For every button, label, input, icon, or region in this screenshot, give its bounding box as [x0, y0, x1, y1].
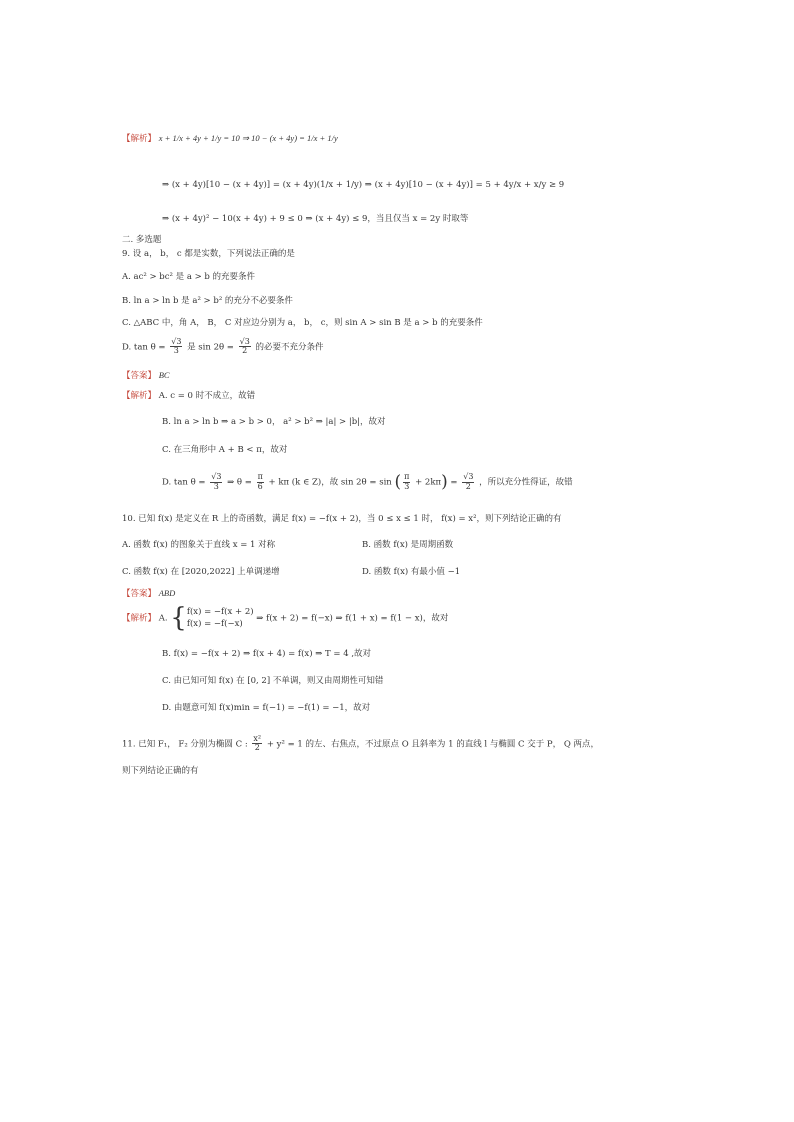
fraction: $\frac{√3}{3}$ [211, 472, 222, 491]
analysis-9-b: B. ln a > ln b ⇒ a > b > 0， a² > b² ⇒ |a| > |b|，故对 [162, 417, 386, 427]
analysis-label: 【解析】 [122, 613, 157, 624]
analysis-10-d: D. 由题意可知 f(x)min = f(−1) = −f(1) = −1，故对 [162, 703, 371, 713]
fraction: $\frac{\pi}{3}$ [404, 472, 410, 491]
fraction: $\frac{√3}{3}$ [171, 337, 182, 356]
analysis-10-b: B. f(x) = −f(x + 2) ⇒ f(x + 4) = f(x) ⇒ T = 4 ,故对 [162, 649, 372, 659]
analysis-8-line-2: ⇒ (x + 4y)[10 − (x + 4y)] = (x + 4y)(1/x + 1/y) ⇒ (x + 4y)[10 − (x + 4y)] = 5 + 4y/x + x/y ≥ 9 [162, 180, 565, 190]
analysis-9-a: 【解析】 A. c = 0 时不成立，故错 [122, 391, 256, 401]
question-11-stem: 11. 已知 F₁， F₂ 分别为椭圆 C : $\frac{\text{x²}}{2}$ + y² = 1 的左、右焦点，不过原点 O 且斜率为 1 的直线 l 与椭圆 C 交于 P， Q 两点， [122, 734, 600, 753]
question-10-option-b: B. 函数 f(x) 是周期函数 [362, 540, 454, 550]
question-11-stem-line-2: 则下列结论正确的有 [122, 766, 199, 776]
analysis-9-c: C. 在三角形中 A + B < π，故对 [162, 445, 288, 455]
analysis-label: 【解析】 [122, 391, 157, 401]
question-10-option-a: A. 函数 f(x) 的图象关于直线 x = 1 对称 [122, 540, 276, 550]
analysis-label: 【解析】 [122, 134, 157, 144]
answer-10: 【答案】 ABD [122, 588, 176, 599]
section-heading: 二. 多选题 [122, 235, 162, 245]
question-9-option-a: A. ac² > bc² 是 a > b 的充要条件 [122, 272, 256, 282]
answer-label: 【答案】 [122, 371, 157, 381]
question-9-stem: 9. 设 a， b， c 都是实数，下列说法正确的是 [122, 249, 295, 259]
analysis-8-line-3: ⇒ (x + 4y)² − 10(x + 4y) + 9 ≤ 0 ⇒ (x + 4y) ≤ 9，当且仅当 x = 2y 时取等 [162, 214, 469, 224]
fraction: $\frac{√3}{2}$ [239, 337, 250, 356]
question-9-option-c: C. △ABC 中，角 A， B， C 对应边分别为 a， b， c，则 sin A > sin B 是 a > b 的充要条件 [122, 318, 483, 328]
question-10-option-c: C. 函数 f(x) 在 [2020,2022] 上单调递增 [122, 567, 280, 577]
analysis-8-line-1: 【解析】 x + 1/x + 4y + 1/y = 10 ⇒ 10 − (x + 4y) = 1/x + 1/y [122, 133, 338, 144]
question-9-option-d: D. tan θ = $\frac{√3}{3}$ 是 sin 2θ = $\frac{√3}{2}$ 的必要不充分条件 [122, 337, 324, 356]
fraction: $\frac{√3}{2}$ [463, 472, 474, 491]
analysis-9-d: D. tan θ = $\frac{√3}{3}$ ⇒ θ = $\frac{\pi}{6}$ + kπ (k ∈ Z)，故 sin 2θ = sin ( $\frac{\pi}{3}$ + 2kπ) = $\frac{√3}{2}$ ，所以充分性得证，故错 [162, 472, 573, 492]
answer-label: 【答案】 [122, 589, 157, 599]
question-10-stem: 10. 已知 f(x) 是定义在 R 上的奇函数，满足 f(x) = −f(x + 2)，当 0 ≤ x ≤ 1 时， f(x) = x²，则下列结论正确的有 [122, 514, 562, 524]
analysis-10-c: C. 由已知可知 f(x) 在 [0, 2] 不单调，则又由周期性可知错 [162, 676, 384, 686]
question-10-option-d: D. 函数 f(x) 有最小值 −1 [362, 567, 461, 577]
equation-system: f(x) = −f(x + 2) f(x) = −f(−x) [186, 607, 254, 629]
analysis-10-a: 【解析】 A. { f(x) = −f(x + 2) f(x) = −f(−x) ⇒ f(x + 2) = f(−x) ⇒ f(1 + x) = f(1 − x)，故对 [122, 603, 449, 633]
fraction: $\frac{\pi}{6}$ [257, 472, 263, 491]
question-9-option-b: B. ln a > ln b 是 a² > b² 的充分不必要条件 [122, 296, 293, 306]
fraction: $\frac{\text{x²}}{2}$ [253, 734, 262, 753]
answer-9: 【答案】 BC [122, 370, 170, 381]
